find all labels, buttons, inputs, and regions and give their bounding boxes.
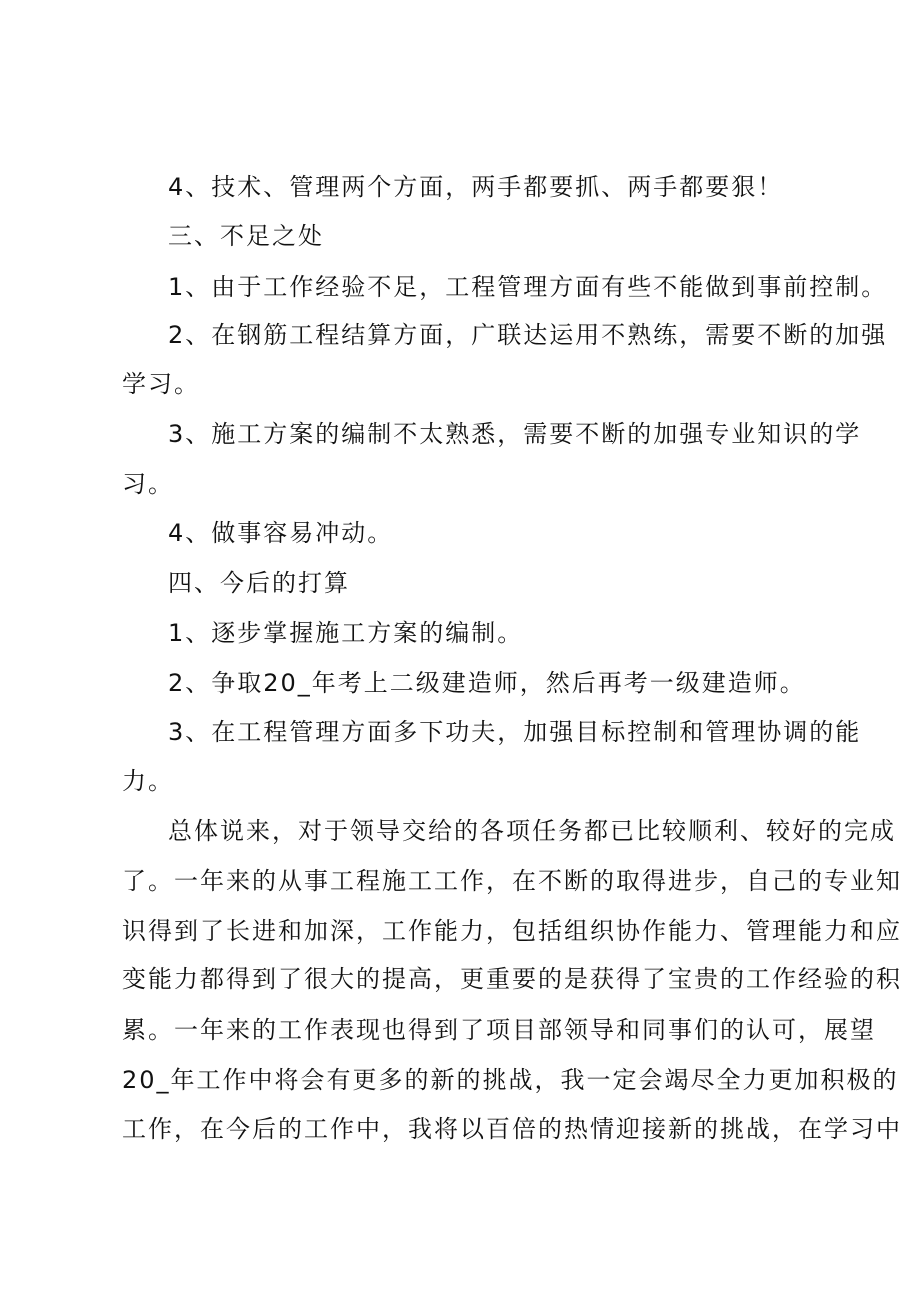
text-line: 20_年工作中将会有更多的新的挑战，我一定会竭尽全力更加积极的: [122, 1066, 899, 1094]
text-line: 2、在钢筋工程结算方面，广联达运用不熟练，需要不断的加强: [168, 321, 888, 349]
text-line: 1、逐步掌握施工方案的编制。: [168, 619, 524, 647]
text-line: 总体说来，对于领导交给的各项任务都已比较顺利、较好的完成: [168, 817, 896, 845]
section-heading: 三、不足之处: [168, 222, 324, 250]
text-line: 2、争取20_年考上二级建造师，然后再考一级建造师。: [168, 669, 806, 697]
text-line: 4、技术、管理两个方面，两手都要抓、两手都要狠！: [168, 173, 784, 201]
text-line: 4、做事容易冲动。: [168, 519, 394, 547]
text-line: 累。一年来的工作表现也得到了项目部领导和同事们的认可，展望: [122, 1016, 876, 1044]
text-line: 工作，在今后的工作中，我将以百倍的热情迎接新的挑战，在学习中: [122, 1115, 902, 1143]
text-line: 了。一年来的从事工程施工工作，在不断的取得进步，自己的专业知: [122, 867, 902, 895]
text-line: 学习。: [122, 370, 200, 398]
section-heading: 四、今后的打算: [168, 569, 350, 597]
text-line: 变能力都得到了很大的提高，更重要的是获得了宝贵的工作经验的积: [122, 965, 902, 993]
text-line: 3、施工方案的编制不太熟悉，需要不断的加强专业知识的学: [168, 420, 862, 448]
text-line: 3、在工程管理方面多下功夫，加强目标控制和管理协调的能: [168, 718, 862, 746]
text-line: 1、由于工作经验不足，工程管理方面有些不能做到事前控制。: [168, 273, 888, 301]
text-line: 识得到了长进和加深，工作能力，包括组织协作能力、管理能力和应: [122, 917, 902, 945]
text-line: 力。: [122, 767, 174, 795]
text-line: 习。: [122, 470, 174, 498]
